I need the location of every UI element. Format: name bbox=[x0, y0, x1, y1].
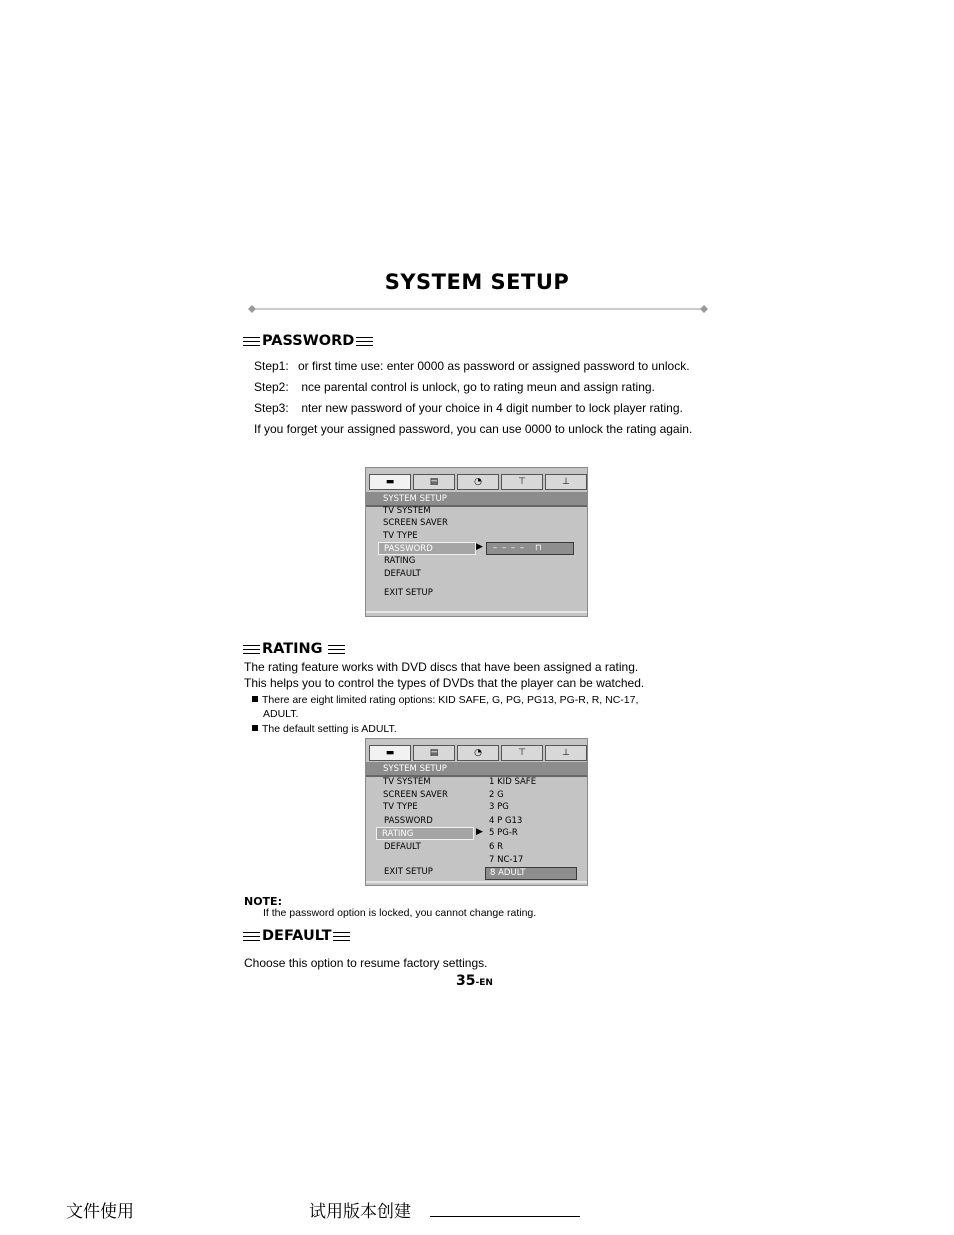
heading-lines-icon bbox=[356, 336, 373, 347]
password-step-2: Step2: nce parental control is unlock, go to rating meun and assign rating. bbox=[254, 380, 655, 394]
osd-password-screen bbox=[365, 467, 588, 617]
osd-dolby-tab-icon: ◔ bbox=[457, 745, 499, 761]
osd-item-tv-system: TV SYSTEM bbox=[383, 506, 431, 516]
osd-option-nc17: 7 NC-17 bbox=[489, 855, 524, 865]
osd-tab-bar bbox=[369, 745, 589, 759]
osd-video-tab-icon: ⊤ bbox=[501, 745, 543, 761]
osd-item-default: DEFAULT bbox=[384, 569, 421, 579]
page-number: 35-EN bbox=[456, 973, 493, 989]
rating-line-2: This helps you to control the types of DVDs that the player can be watched. bbox=[244, 676, 645, 690]
osd-item-password: PASSWORD bbox=[384, 816, 433, 826]
footer-left-text: 文件使用 bbox=[66, 1202, 134, 1222]
osd-password-field: – – – – ⊓ bbox=[486, 542, 574, 555]
osd-audio-tab-icon: ▤ bbox=[413, 474, 455, 490]
osd-item-rating-selected: RATING bbox=[376, 827, 474, 840]
rating-bullet-2: The default setting is ADULT. bbox=[252, 723, 397, 735]
osd-header-bar: SYSTEM SETUP bbox=[366, 492, 587, 506]
note-text: If the password option is locked, you cannot change rating. bbox=[263, 907, 537, 919]
osd-item-screen-saver: SCREEN SAVER bbox=[383, 518, 448, 528]
heading-lines-icon bbox=[333, 931, 350, 942]
default-heading: DEFAULT bbox=[243, 928, 350, 944]
osd-option-adult-selected: 8 ADULT bbox=[485, 867, 577, 880]
default-text: Choose this option to resume factory settings. bbox=[244, 956, 488, 970]
osd-bottom-edge bbox=[366, 881, 587, 883]
osd-tab-bar bbox=[369, 474, 589, 488]
osd-preference-tab-icon: ⊥ bbox=[545, 474, 587, 490]
osd-item-tv-system: TV SYSTEM bbox=[383, 777, 431, 787]
osd-option-pg-r: 5 PG-R bbox=[489, 828, 518, 838]
rating-heading: RATING bbox=[243, 641, 345, 657]
osd-item-screen-saver: SCREEN SAVER bbox=[383, 790, 448, 800]
osd-option-g: 2 G bbox=[489, 790, 504, 800]
heading-lines-icon bbox=[243, 931, 260, 942]
osd-audio-tab-icon: ▤ bbox=[413, 745, 455, 761]
rating-bullet-1: There are eight limited rating options: KID SAFE, G, PG, PG13, PG-R, R, NC-17, bbox=[252, 694, 638, 706]
osd-option-kid-safe: 1 KID SAFE bbox=[489, 777, 537, 787]
osd-item-exit-setup: EXIT SETUP bbox=[384, 867, 433, 877]
osd-item-rating: RATING bbox=[384, 556, 416, 566]
bullet-icon bbox=[252, 696, 258, 702]
osd-arrow-icon: ▶ bbox=[476, 827, 483, 837]
osd-arrow-icon: ▶ bbox=[476, 542, 483, 552]
page-title: SYSTEM SETUP bbox=[384, 270, 570, 294]
osd-option-pg13: 4 P G13 bbox=[489, 816, 523, 826]
password-note: If you forget your assigned password, you can use 0000 to unlock the rating again. bbox=[254, 422, 693, 436]
heading-lines-icon bbox=[243, 336, 260, 347]
osd-option-pg: 3 PG bbox=[489, 802, 509, 812]
osd-general-tab-icon: ▬ bbox=[369, 474, 411, 490]
rating-bullet-1-continued: ADULT. bbox=[263, 708, 299, 720]
password-step-1: Step1: or first time use: enter 0000 as password or assigned password to unlock. bbox=[254, 359, 690, 373]
osd-option-r: 6 R bbox=[489, 842, 504, 852]
note-label: NOTE: bbox=[244, 895, 282, 908]
osd-item-tv-type: TV TYPE bbox=[383, 531, 418, 541]
osd-item-tv-type: TV TYPE bbox=[383, 802, 418, 812]
osd-bottom-edge bbox=[366, 611, 587, 613]
rating-line-1: The rating feature works with DVD discs that have been assigned a rating. bbox=[244, 660, 639, 674]
password-step-3: Step3: nter new password of your choice in 4 digit number to lock player rating. bbox=[254, 401, 683, 415]
title-divider bbox=[248, 305, 708, 313]
osd-general-tab-icon: ▬ bbox=[369, 745, 411, 761]
heading-lines-icon bbox=[328, 644, 345, 655]
osd-item-password-selected: PASSWORD bbox=[378, 542, 476, 555]
footer-underline bbox=[430, 1216, 580, 1217]
footer-right-text: 试用版本创建 bbox=[309, 1202, 411, 1222]
osd-item-default: DEFAULT bbox=[384, 842, 421, 852]
osd-header-bar: SYSTEM SETUP bbox=[366, 762, 587, 776]
password-heading: PASSWORD bbox=[243, 333, 373, 349]
osd-item-exit-setup: EXIT SETUP bbox=[384, 588, 433, 598]
heading-lines-icon bbox=[243, 644, 260, 655]
osd-rating-screen bbox=[365, 738, 588, 886]
osd-dolby-tab-icon: ◔ bbox=[457, 474, 499, 490]
osd-preference-tab-icon: ⊥ bbox=[545, 745, 587, 761]
osd-video-tab-icon: ⊤ bbox=[501, 474, 543, 490]
lock-icon: ⊓ bbox=[535, 543, 542, 553]
bullet-icon bbox=[252, 725, 258, 731]
